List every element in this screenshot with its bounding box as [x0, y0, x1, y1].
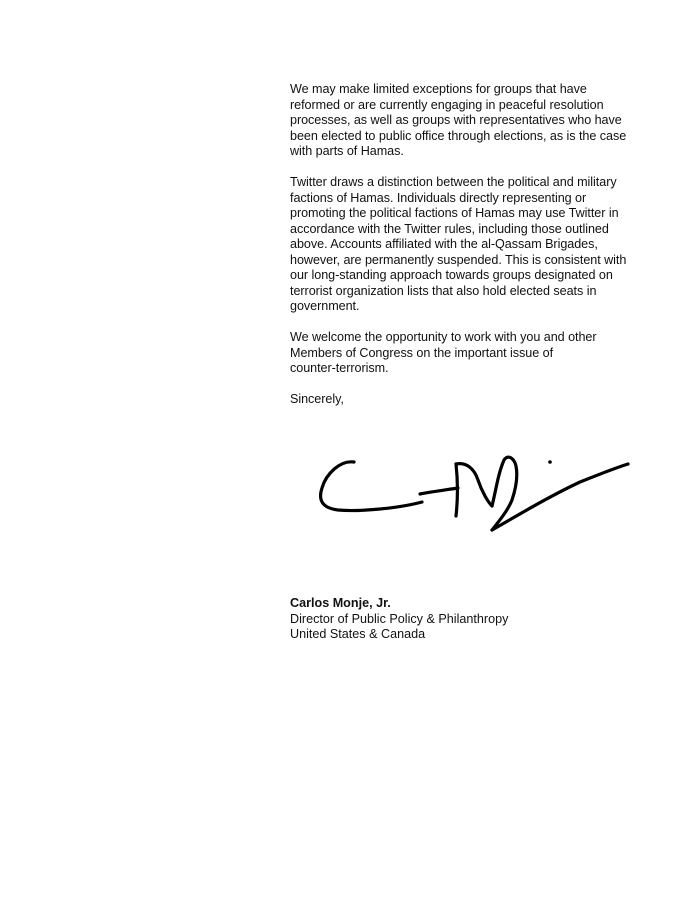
closing-salutation: Sincerely,	[290, 392, 344, 406]
signer-region: United States & Canada	[290, 627, 426, 641]
letter-body	[290, 82, 655, 423]
paragraph-hamas-factions: Twitter draws a distinction between the political and military factions of Hamas. Individuals directly representing or promoting the political factions of Hamas may use Twitter in accordance with the Twitter rules, including those outlined above. Accounts affiliated with the al-Qassam Brigades, however, are permanently suspended. This is consistent with our long-standing approach towards groups designated on terrorist organization lists that also hold elected seats in government.	[290, 175, 627, 313]
handwritten-signature	[310, 448, 640, 540]
paragraph-exceptions: We may make limited exceptions for groups that have reformed or are currently engaging in peaceful resolution processes, as well as groups with representatives who have been elected to public office through elections, as is the case with parts of Hamas.	[290, 82, 627, 158]
paragraph-welcome: We welcome the opportunity to work with you and other Members of Congress on the important issue of counter-terrorism.	[290, 330, 597, 375]
signature-block	[290, 596, 508, 643]
signer-title: Director of Public Policy & Philanthropy	[290, 611, 509, 626]
signer-name: Carlos Monje, Jr.	[290, 596, 391, 610]
